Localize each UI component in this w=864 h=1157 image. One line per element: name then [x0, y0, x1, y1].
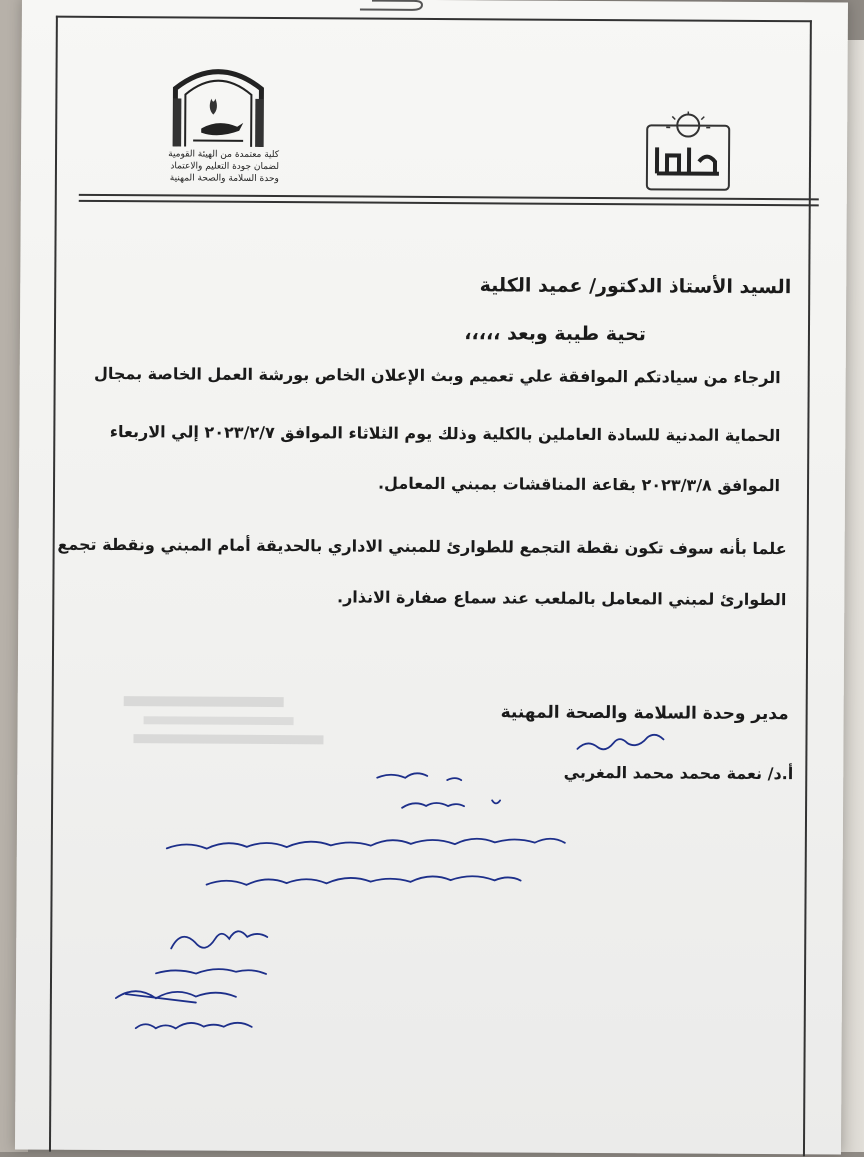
handwritten-note [402, 800, 500, 809]
handwritten-note [167, 836, 565, 850]
signatory-name: أ.د/ نعمة محمد محمد المغربي [564, 763, 794, 783]
body-line: الطوارئ لمبني المعامل بالملعب عند سماع صفارة الانذار. [337, 587, 786, 609]
accreditation-line: لضمان جودة التعليم والاعتماد [129, 160, 279, 173]
body-line: الموافق ٢٠٢٣/٣/٨ بقاعة المناقشات بمبني المعامل. [378, 474, 780, 495]
handwritten-annotations [15, 0, 848, 1155]
body-line: الحماية المدنية للسادة العاملين بالكلية وذلك يوم الثلاثاء الموافق ٢٠٢٣/٢/٧ إلي الاربعاء [110, 422, 781, 445]
handwritten-signature [156, 969, 266, 974]
handwritten-note [377, 773, 461, 780]
signatory-title: مدير وحدة السلامة والصحة المهنية [501, 702, 789, 724]
greeting: تحية طيبة وبعد ،،،،، [464, 322, 646, 345]
letter-paper [15, 0, 848, 1155]
accreditation-line: كلية معتمدة من الهيئة القومية [129, 148, 279, 161]
accreditation-line: وحدة السلامة والصحة المهنية [129, 172, 279, 185]
handwritten-signature [116, 991, 236, 1003]
handwritten-note [207, 875, 521, 887]
body-line: علما بأنه سوف تكون نقطة التجمع للطوارئ للمبني الاداري بالحديقة أمام المبني ونقطة تجمع [57, 535, 786, 558]
salutation: السيد الأستاذ الدكتور/ عميد الكلية [480, 274, 792, 298]
handwritten-signature [171, 931, 267, 949]
handwritten-signature [577, 734, 663, 749]
handwritten-date [136, 1022, 252, 1029]
body-line: الرجاء من سيادتكم الموافقة علي تعميم وبث الإعلان الخاص بورشة العمل الخاصة بمجال [94, 364, 781, 387]
